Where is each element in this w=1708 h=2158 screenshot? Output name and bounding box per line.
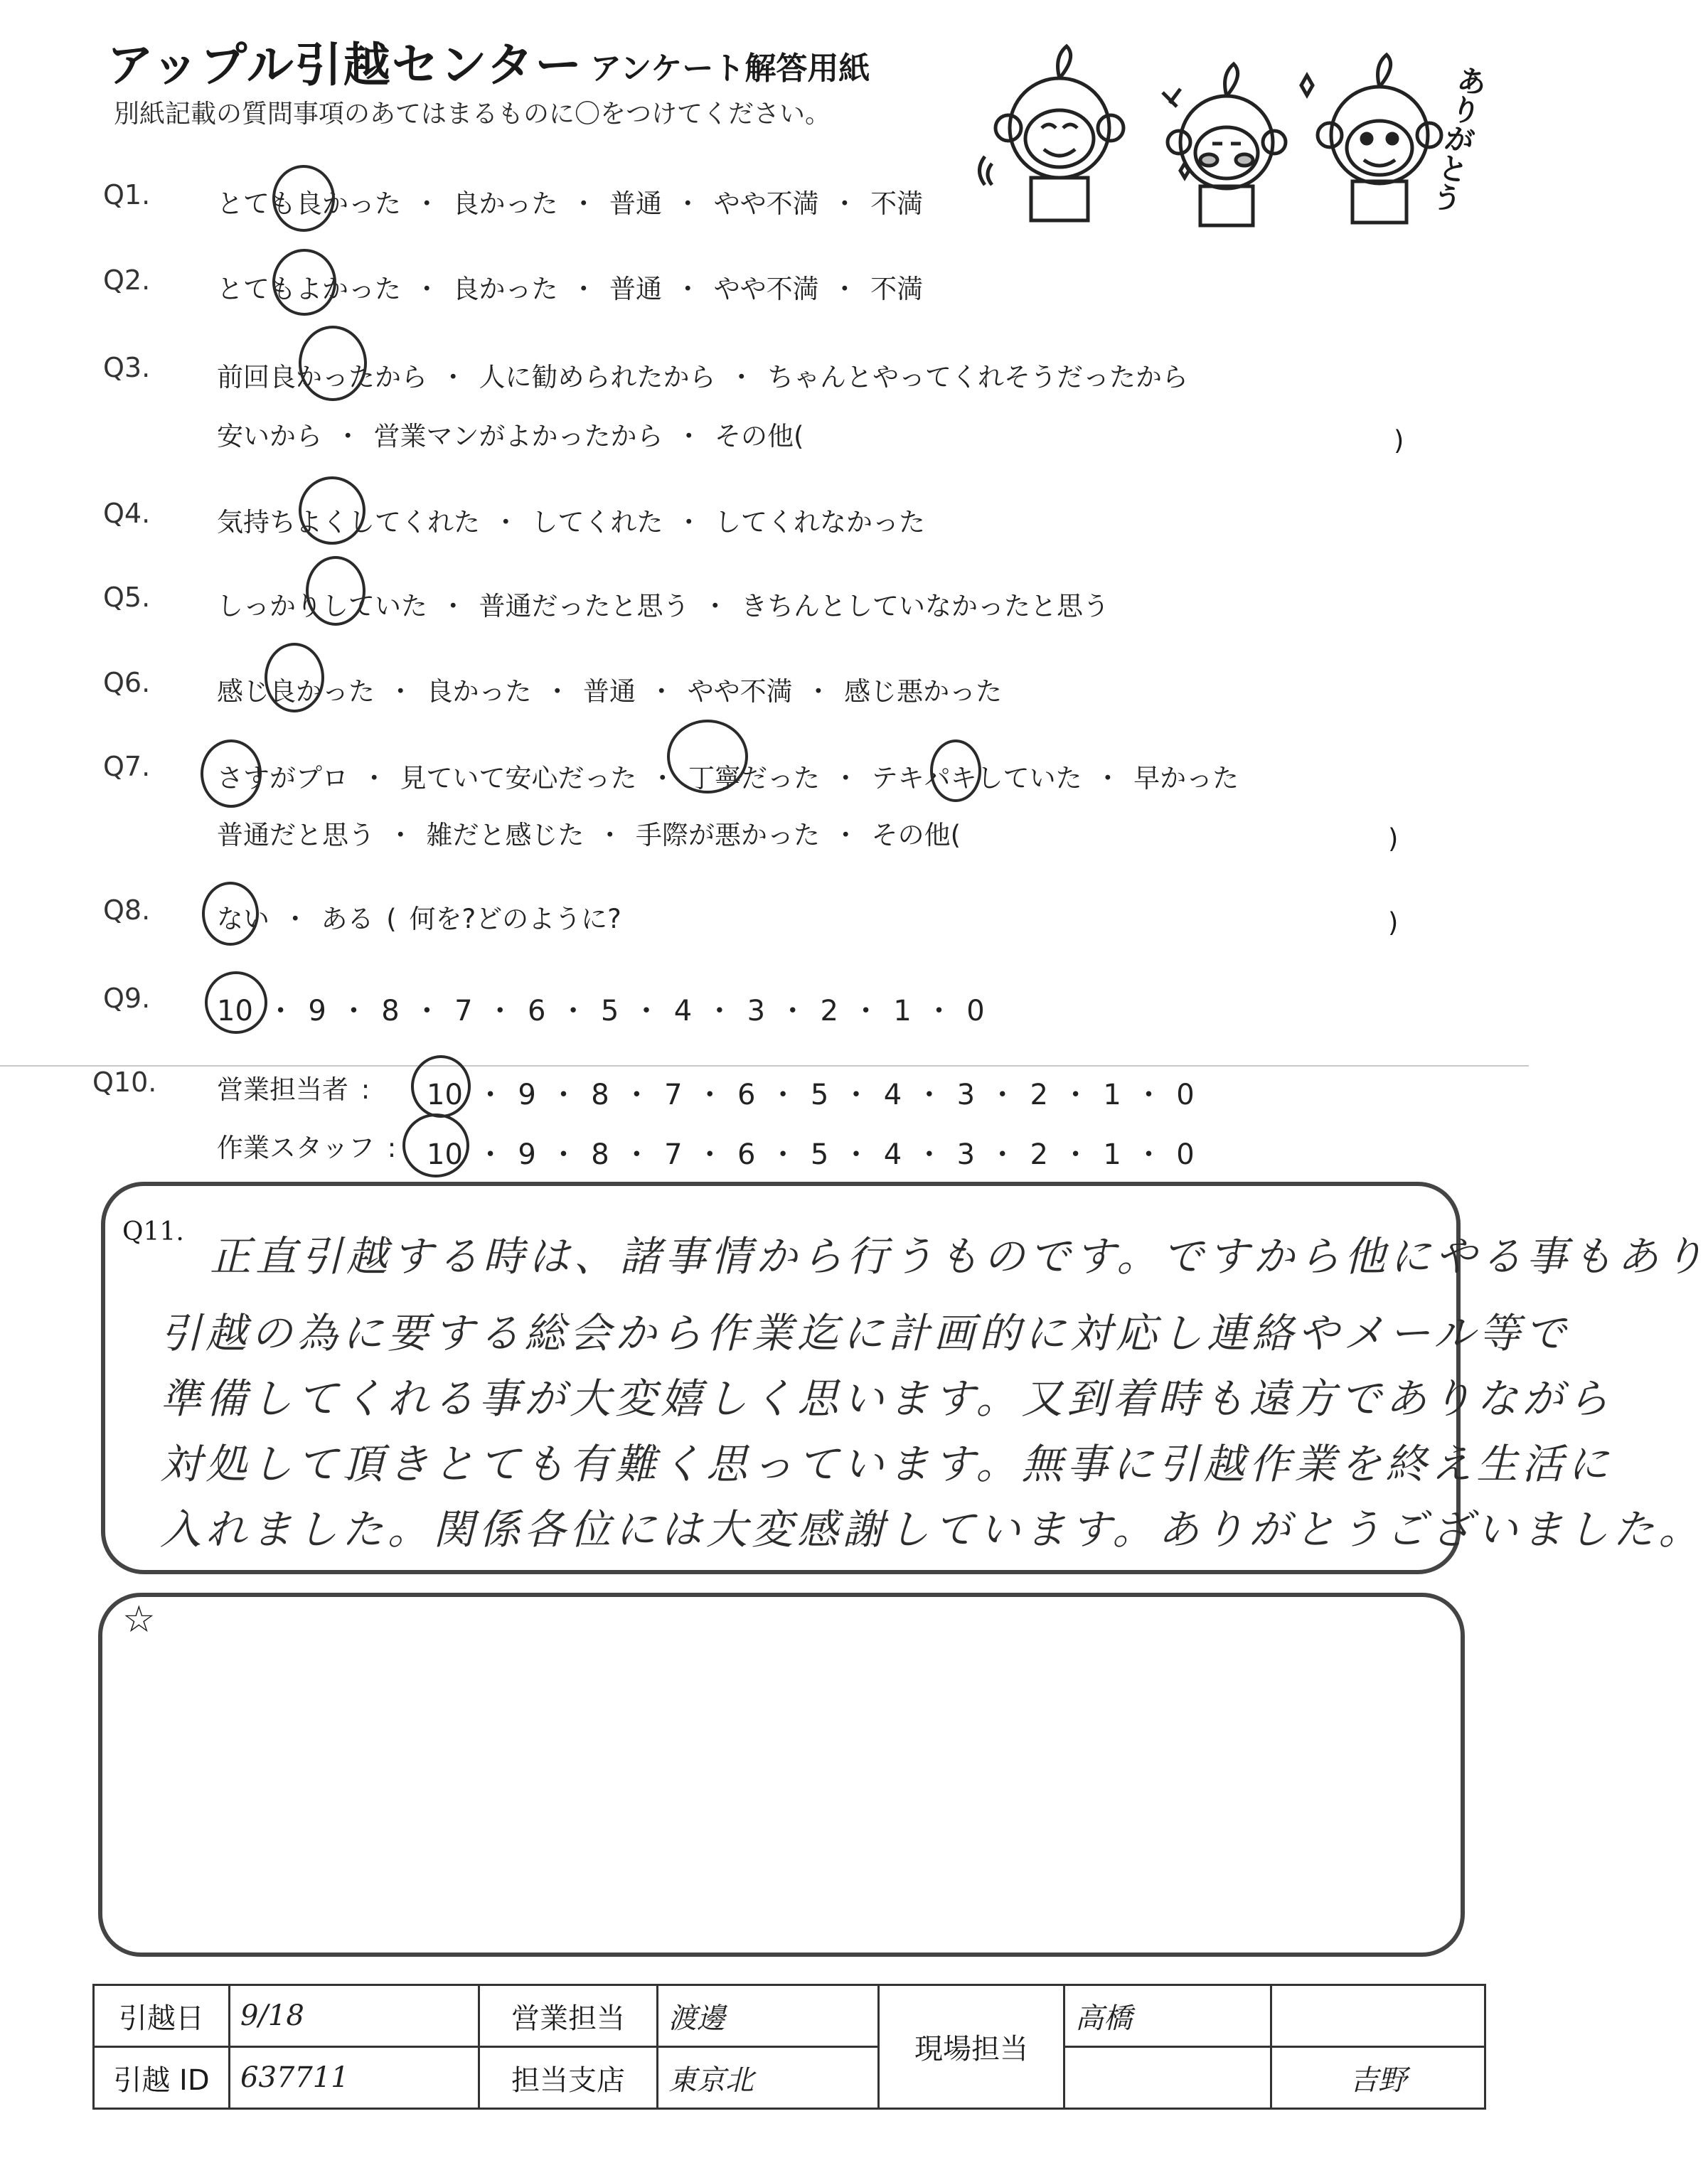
q1-options: とても良かった ・ 良かった ・ 普通 ・ やや不満 ・ 不満 [217,188,924,219]
q8-label: Q8. [103,894,151,926]
q7-selection-circle-2 [667,720,748,794]
form-title: アップル引越センター [107,38,584,92]
q10-staff-scale: 10 ・ 9 ・ 8 ・ 7 ・ 6 ・ 5 ・ 4 ・ 3 ・ 2 ・ 1 ・ 0 [427,1138,1195,1171]
q3-label: Q3. [103,352,151,383]
q7-selection-circle-3 [930,739,981,802]
q10-staff-label: 作業スタッフ : [217,1133,397,1163]
star-comment-box [98,1593,1465,1957]
q8-selection-circle [202,882,259,946]
monkey-left-icon [980,46,1124,220]
q2-selection-circle [272,249,336,316]
form-subtitle: アンケート解答用紙 [590,50,870,87]
site-staff-2: 吉野 [1271,2047,1485,2109]
q9-selection-circle [205,971,267,1034]
sales-rep-value: 渡邊 [658,1985,879,2047]
q5-options: しっかりしていた ・ 普通だったと思う ・ きちんとしていなかったと思う [217,591,1110,621]
q11-handwriting-line-1: 正直引越する時は、諸事情から行うものです。ですから他にやる事もあり [210,1232,1708,1281]
q11-handwriting-line-4: 対処して頂きとても有難く思っています。無事に引越作業を終え生活に [160,1440,1613,1488]
mascot-monkeys-illustration [974,21,1472,235]
site-staff-empty-2 [1064,2047,1271,2109]
star-icon: ☆ [122,1598,156,1641]
q4-label: Q4. [103,498,151,529]
q5-selection-circle [306,556,365,626]
q2-label: Q2. [103,265,151,296]
q10-sales-scale: 10 ・ 9 ・ 8 ・ 7 ・ 6 ・ 5 ・ 4 ・ 3 ・ 2 ・ 1 ・ 0 [427,1079,1195,1111]
move-id-value: 637711 [230,2047,479,2109]
mascot-caption: ありがとう [1425,62,1491,215]
q8-paren-close: ) [1388,907,1399,938]
q7-label: Q7. [103,751,151,782]
q3-options-line1: 前回良かったから ・ 人に勧められたから ・ ちゃんとやってくれそうだったから [217,362,1189,392]
q7-paren-close: ) [1388,823,1399,854]
q6-selection-circle [265,643,324,712]
q9-label: Q9. [103,983,151,1014]
q3-selection-circle [299,326,367,401]
monkey-middle-icon [1163,64,1286,225]
q11-handwriting-line-3: 準備してくれる事が大変嬉しく思います。又到着時も遠方でありながら [160,1374,1613,1423]
move-date-label: 引越日 [94,1985,230,2047]
q8-options: ない ・ ある ( 何を?どのように? [217,904,621,934]
q1-selection-circle [272,165,335,232]
move-info-table [92,1984,1486,2110]
site-staff-1: 高橋 [1064,1985,1271,2047]
q3-options-line2: 安いから ・ 営業マンがよかったから ・ その他( [217,421,804,452]
q4-options: 気持ちよくしてくれた ・ してくれた ・ してくれなかった [217,507,926,538]
q11-label: Q11. [122,1217,184,1246]
q6-label: Q6. [103,667,151,698]
q4-selection-circle [299,476,365,545]
q7-options-line1: さすがプロ ・ 見ていて安心だった ・ 丁寧だった ・ テキパキしていた ・ 早かった [217,763,1239,794]
q5-label: Q5. [103,582,151,613]
q10-sales-selection-circle [411,1055,471,1118]
q2-options: とてもよかった ・ 良かった ・ 普通 ・ やや不満 ・ 不満 [217,274,924,304]
fold-line [0,1065,1529,1067]
q10-label: Q10. [92,1067,157,1098]
q11-handwriting-line-5: 入れました。関係各位には大変感謝しています。ありがとうございました。 [160,1505,1704,1554]
branch-value: 東京北 [658,2047,879,2109]
move-date-value: 9/18 [230,1985,479,2047]
q3-paren-close: ) [1394,425,1404,456]
q7-options-line2: 普通だと思う ・ 雑だと感じた ・ 手際が悪かった ・ その他( [217,820,961,850]
sales-rep-label: 営業担当 [479,1985,658,2047]
site-staff-empty-1 [1271,1985,1485,2047]
instructions: 別紙記載の質問事項のあてはまるものに〇をつけてください。 [114,100,831,129]
q6-options: 感じ良かった ・ 良かった ・ 普通 ・ やや不満 ・ 感じ悪かった [217,676,1003,707]
site-staff-label: 現場担当 [879,1985,1064,2109]
q1-label: Q1. [103,179,151,210]
q10-staff-selection-circle [402,1113,469,1177]
q9-options: 10 ・ 9 ・ 8 ・ 7 ・ 6 ・ 5 ・ 4 ・ 3 ・ 2 ・ 1 ・ 0 [217,995,985,1027]
move-id-label: 引越 ID [94,2047,230,2109]
q10-sales-label: 営業担当者 : [217,1074,370,1105]
q11-handwriting-line-2: 引越の為に要する総会から作業迄に計画的に対応し連絡やメール等で [160,1309,1570,1357]
q7-selection-circle-1 [201,739,262,808]
branch-label: 担当支店 [479,2047,658,2109]
